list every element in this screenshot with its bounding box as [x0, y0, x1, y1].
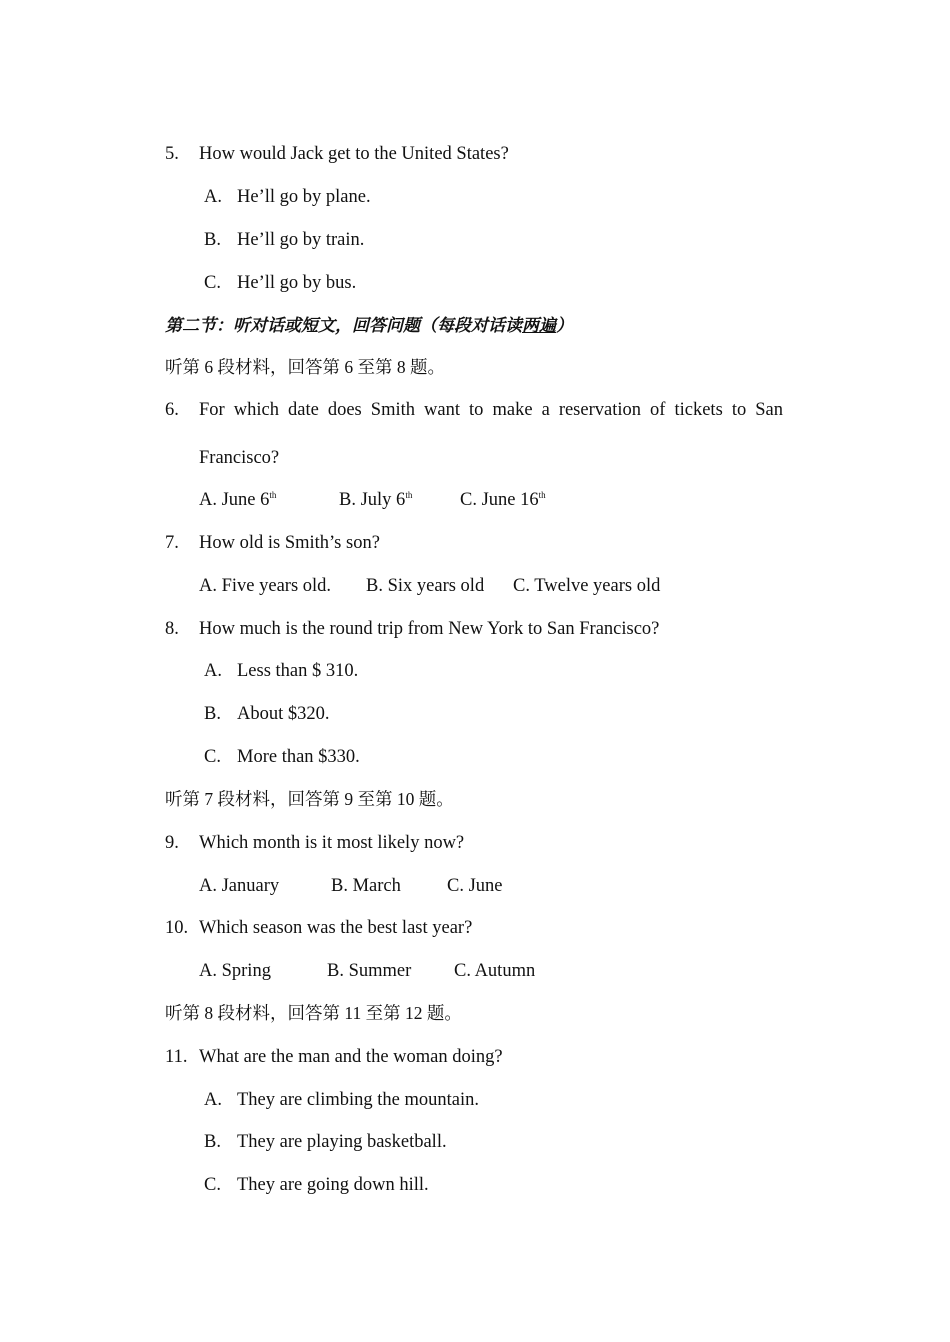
option-letter: C.: [204, 1175, 221, 1195]
option-b: B. Summer: [327, 961, 412, 981]
option-text: Less than $ 310.: [237, 661, 359, 681]
question-number: 11.: [165, 1047, 188, 1067]
option-letter: B.: [204, 230, 221, 250]
question-number: 9.: [165, 833, 179, 853]
question-number: 7.: [165, 533, 179, 553]
material-text: 听第 8 段材料，回答第 11 至第 12 题。: [165, 1003, 462, 1023]
option-a: A. January: [199, 876, 280, 896]
question-text: Which month is it most likely now?: [199, 833, 465, 853]
material-text: 听第 6 段材料，回答第 6 至第 8 题。: [165, 357, 445, 377]
question-text: How would Jack get to the United States?: [199, 144, 509, 164]
option-b: [339, 488, 412, 512]
option-text: C. June 16: [460, 490, 539, 510]
option-text: They are playing basketball.: [237, 1132, 447, 1152]
question-number: 8.: [165, 619, 179, 639]
option-text: He’ll go by train.: [237, 230, 365, 250]
question-number: 5.: [165, 144, 179, 164]
option-letter: A.: [204, 661, 222, 681]
question-text-continued: Francisco?: [199, 448, 280, 468]
option-a: A. Spring: [199, 961, 271, 981]
option-text: They are climbing the mountain.: [237, 1090, 479, 1110]
option-letter: A.: [204, 1090, 222, 1110]
option-c: [460, 488, 546, 512]
option-b: B. Six years old: [366, 576, 485, 596]
option-text: He’ll go by bus.: [237, 273, 357, 293]
option-a: A. Five years old.: [199, 576, 332, 596]
option-text: He’ll go by plane.: [237, 187, 371, 207]
option-letter: B.: [204, 1132, 221, 1152]
question-text: How old is Smith’s son?: [199, 533, 380, 553]
option-suffix: th: [269, 490, 277, 500]
option-suffix: th: [538, 490, 546, 500]
option-c: C. June: [447, 876, 503, 896]
option-text: B. July 6: [339, 490, 406, 510]
question-number: 10.: [165, 918, 189, 938]
option-a: [199, 488, 276, 512]
option-text: A. June 6: [199, 490, 270, 510]
option-b: B. March: [331, 876, 401, 896]
option-suffix: th: [405, 490, 413, 500]
option-text: They are going down hill.: [237, 1175, 429, 1195]
option-c: C. Autumn: [454, 961, 536, 981]
option-c: C. Twelve years old: [513, 576, 661, 596]
question-text: For which date does Smith want to make a reservation of tickets to San: [199, 400, 783, 420]
option-letter: C.: [204, 747, 221, 767]
option-letter: A.: [204, 187, 222, 207]
option-text: About $320.: [237, 704, 330, 724]
question-text: How much is the round trip from New York to San Francisco?: [199, 619, 660, 639]
section-title-main: 第二节：听对话或短文，回答问题（每段对话读: [165, 316, 522, 336]
option-text: More than $330.: [237, 747, 360, 767]
option-letter: C.: [204, 273, 221, 293]
material-text: 听第 7 段材料，回答第 9 至第 10 题。: [165, 789, 454, 809]
question-number: 6.: [165, 400, 179, 420]
section-title: [165, 314, 573, 338]
question-text: What are the man and the woman doing?: [199, 1047, 503, 1067]
section-title-end: ）: [556, 316, 573, 336]
question-text: Which season was the best last year?: [199, 918, 473, 938]
option-letter: B.: [204, 704, 221, 724]
section-title-underlined: 两遍: [522, 316, 556, 336]
